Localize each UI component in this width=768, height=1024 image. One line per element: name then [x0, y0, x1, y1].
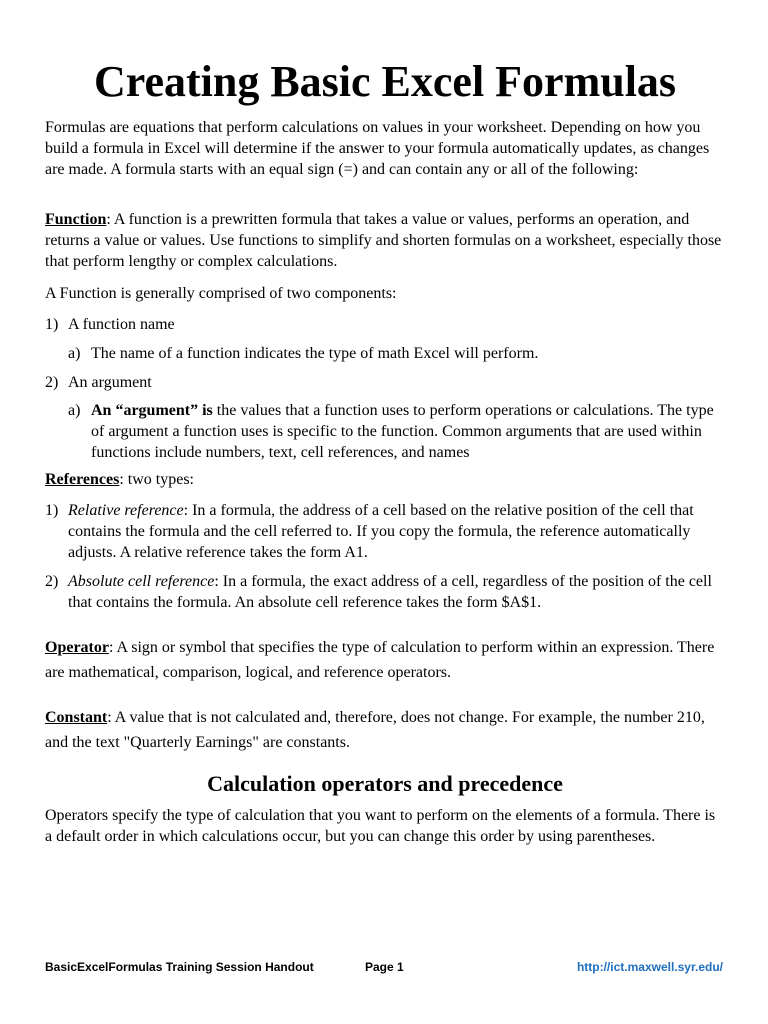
list-number: 2)	[45, 374, 59, 391]
footer-link[interactable]: http://ict.maxwell.syr.edu/	[576, 960, 723, 974]
sub-list-letter: a)	[68, 402, 81, 419]
component-subitem	[91, 400, 725, 463]
operator-definition	[45, 635, 725, 685]
reference-name: Relative reference	[68, 502, 184, 519]
references-text: : two types:	[119, 471, 194, 488]
footer-document-name: BasicExcelFormulas Training Session Handout	[45, 960, 314, 974]
function-text: : A function is a prewritten formula that takes a value or values, performs an operation, and returns a value or values. Use functions to simplify and shorten formulas on a worksheet, especially those that perform lengthy or complex calculations.	[45, 211, 722, 270]
constant-text: : A value that is not calculated and, therefore, does not change. For example, the number 210, and the text "Quarterly Earnings" are constants.	[45, 709, 705, 751]
section-paragraph: Operators specify the type of calculation that you want to perform on the elements of a formula. There is a default order in which calculations occur, but you can change this order by using parentheses.	[45, 807, 716, 845]
argument-bold: An “argument” is	[91, 402, 213, 419]
operator-term: Operator	[45, 639, 109, 656]
reference-text: : In a formula, the exact address of a cell, regardless of the position of the cell that contains the formula. An absolute cell reference takes the form $A$1.	[68, 573, 712, 611]
list-number: 1)	[45, 502, 59, 519]
reference-name: Absolute cell reference	[68, 573, 215, 590]
list-number: 2)	[45, 573, 59, 590]
page-footer	[45, 960, 723, 980]
intro-paragraph: Formulas are equations that perform calculations on values in your worksheet. Depending on how you build a formula in Excel will determine if the answer to your formula automatically updates, as changes are made. A formula starts with an equal sign (=) and can contain any or all of the following:	[45, 119, 710, 178]
operator-text: : A sign or symbol that specifies the type of calculation to perform within an expression. There are mathematical, comparison, logical, and reference operators.	[45, 639, 715, 681]
component-subitem: The name of a function indicates the type of math Excel will perform.	[91, 345, 539, 362]
reference-text: : In a formula, the address of a cell based on the relative position of the cell that contains the formula and the cell referred to. If you copy the formula, the reference automatically adjusts. A relative reference takes the form A1.	[68, 502, 694, 561]
constant-term: Constant	[45, 709, 108, 726]
sub-list-letter: a)	[68, 345, 81, 362]
reference-item	[68, 571, 725, 613]
constant-definition	[45, 705, 725, 755]
argument-text: the values that a function uses to perform operations or calculations. The type of argument a function uses is specific to the function. Common arguments that are used within functions include numbers, text, cell references, and names	[91, 402, 714, 461]
section-heading: Calculation operators and precedence	[207, 771, 563, 796]
references-term: References	[45, 471, 120, 488]
list-number: 1)	[45, 316, 59, 333]
references-heading	[45, 469, 725, 490]
function-term: Function	[45, 211, 107, 228]
footer-page-number: Page 1	[365, 960, 404, 974]
component-item: An argument	[68, 374, 152, 391]
components-intro: A Function is generally comprised of two components:	[45, 285, 397, 302]
component-item: A function name	[68, 316, 175, 333]
function-definition	[45, 209, 725, 272]
reference-item	[68, 500, 725, 563]
page-title: Creating Basic Excel Formulas	[93, 57, 677, 106]
